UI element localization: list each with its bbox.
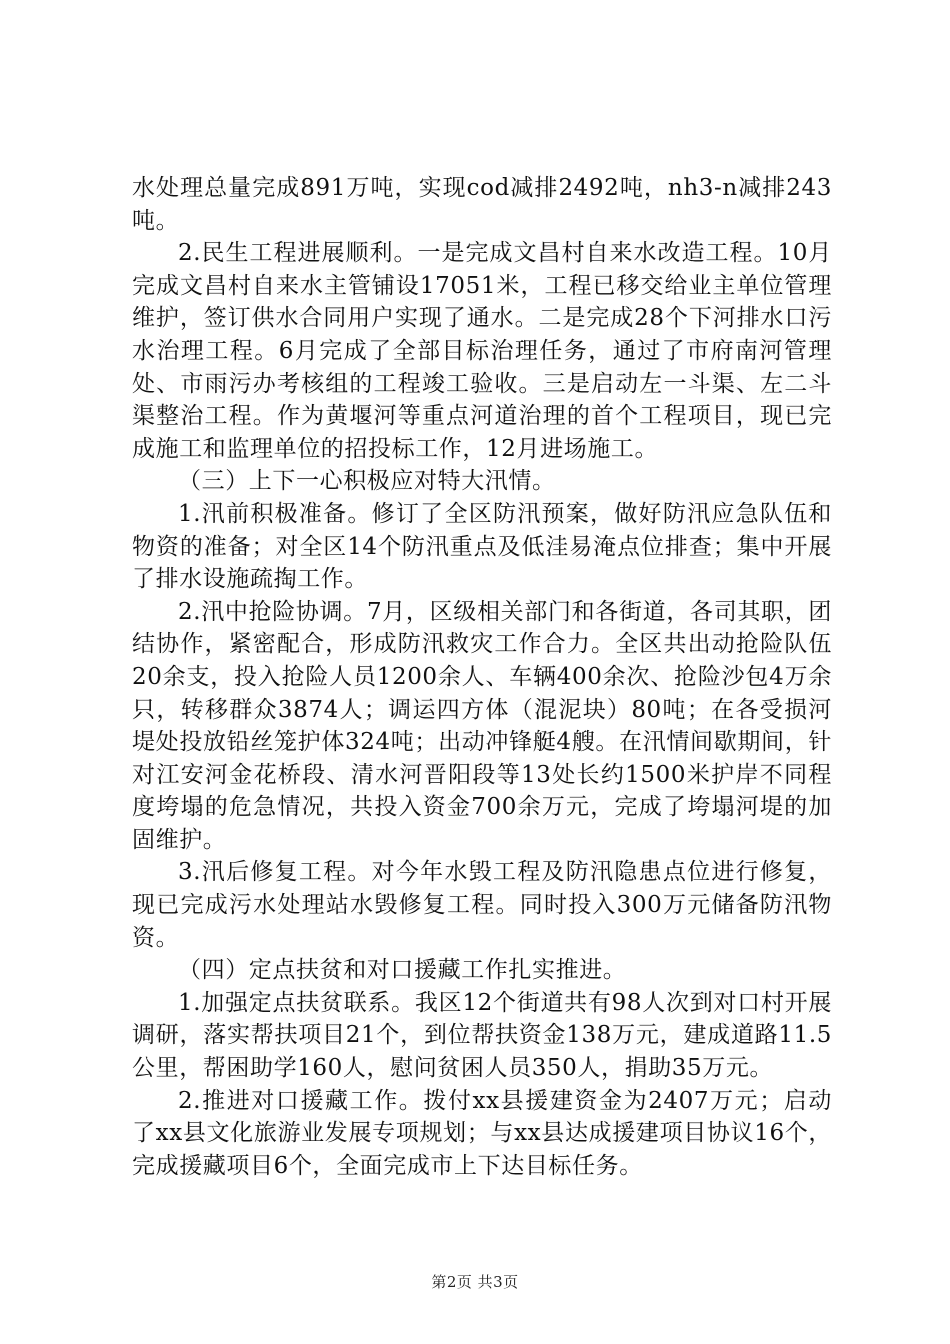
paragraph-livelihood-projects: 2.民生工程进展顺利。一是完成文昌村自来水改造工程。10月完成文昌村自来水主管铺设17051米，工程已移交给业主单位管理维护，签订供水合同用户实现了通水。二是完成28个下河排水口污水治理工程。6月完成了全部目标治理任务，通过了市府南河管理处、市雨污办考核组的工程竣工验收。三是启动左一斗渠、左二斗渠整治工程。作为黄堰河等重点河道治理的首个工程项目，现已完成施工和监理单位的招投标工作，12月进场施工。 <box>132 240 832 462</box>
paragraph-tibet-aid: 2.推进对口援藏工作。拨付xx县援建资金为2407万元；启动了xx县文化旅游业发展专项规划；与xx县达成援建项目协议16个，完成援藏项目6个，全面完成市上下达目标任务。 <box>132 1087 832 1179</box>
paragraph-pre-flood: 1.汛前积极准备。修订了全区防汛预案，做好防汛应急队伍和物资的准备；对全区14个防汛重点及低洼易淹点位排查；集中开展了排水设施疏掏工作。 <box>132 500 832 593</box>
document-body <box>132 172 832 1182</box>
page-number-footer: 第2页 共3页 <box>431 1273 519 1291</box>
section-heading-flood-response: （三）上下一心积极应对特大汛情。 <box>178 468 556 495</box>
paragraph-during-flood: 2.汛中抢险协调。7月，区级相关部门和各街道，各司其职，团结协作，紧密配合，形成防汛救灾工作合力。全区共出动抢险队伍20余支，投入抢险人员1200余人、车辆400余次、抢险沙包4万余只，转移群众3874人；调运四方体（混泥块）80吨；在各受损河堤处投放铅丝笼护体324吨；出动冲锋艇4艘。在汛情间歇期间，针对江安河金花桥段、清水河晋阳段等13处长约1500米护岸不同程度垮塌的危急情况，共投入资金700余万元，完成了垮塌河堤的加固维护。 <box>132 598 832 853</box>
section-heading-poverty-aid: （四）定点扶贫和对口援藏工作扎实推进。 <box>178 957 627 984</box>
paragraph-poverty-assistance: 1.加强定点扶贫联系。我区12个街道共有98人次到对口村开展调研，落实帮扶项目21个，到位帮扶资金138万元，建成道路11.5公里，帮困助学160人，慰问贫困人员350人，捐助35万元。 <box>132 989 832 1082</box>
paragraph-post-flood: 3.汛后修复工程。对今年水毁工程及防汛隐患点位进行修复，现已完成污水处理站水毁修复工程。同时投入300万元储备防汛物资。 <box>132 859 832 951</box>
paragraph-continuation: 水处理总量完成891万吨，实现cod减排2492吨，nh3-n减排243吨。 <box>132 175 832 234</box>
